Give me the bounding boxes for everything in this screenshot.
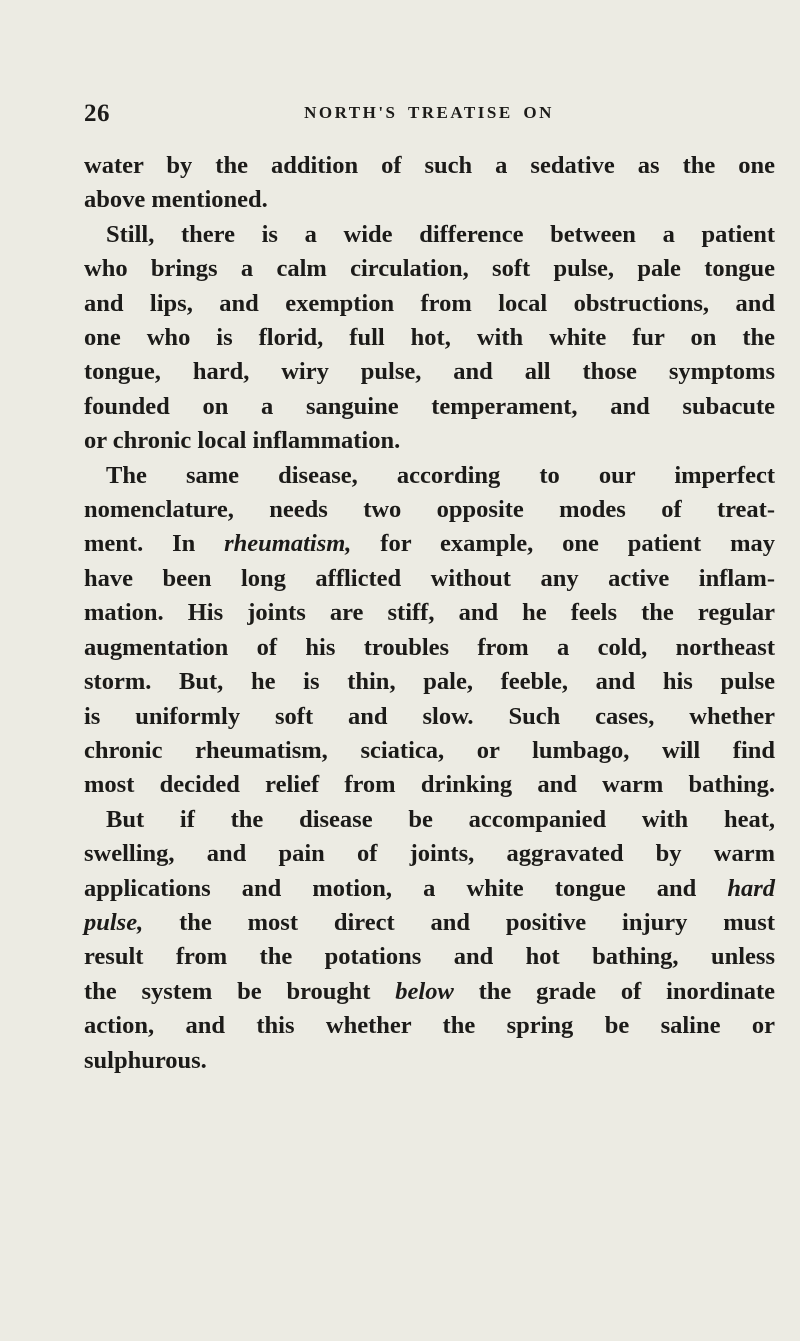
- text-line: or chronic local inflammation.: [84, 427, 401, 455]
- text-line: chronic rheumatism, sciatica, or lumbago, will find: [84, 736, 775, 764]
- text-line: above mentioned.: [84, 186, 268, 214]
- italic-term: hard: [727, 874, 776, 902]
- text-line: who brings a calm circulation, soft pulse, pale tongue: [84, 255, 775, 283]
- text-line: augmentation of his troubles from a cold, northeast: [84, 633, 775, 661]
- text-line: founded on a sanguine temperament, and subacute: [84, 392, 775, 420]
- text-segment: the most direct and positive injury must: [179, 908, 775, 936]
- paragraph: [84, 218, 775, 459]
- page-number: 26: [84, 100, 110, 127]
- text-line: [84, 527, 775, 561]
- body-text: [84, 149, 775, 1078]
- text-line: The same disease, according to our imperfect: [106, 461, 775, 489]
- text-line: Still, there is a wide difference between a patient: [106, 220, 775, 248]
- text-line: But if the disease be accompanied with heat,: [106, 805, 775, 833]
- italic-term: pulse,: [84, 908, 144, 936]
- text-line: result from the potations and hot bathing, unless: [84, 943, 775, 971]
- text-line: and lips, and exemption from local obstructions, and: [84, 289, 775, 317]
- text-line: sulphurous.: [84, 1046, 207, 1074]
- paragraph-continuation: [84, 149, 775, 218]
- text-segment: applications and motion, a white tongue and: [84, 874, 697, 902]
- running-head: [84, 100, 774, 134]
- text-line: mation. His joints are stiff, and he feels the regular: [84, 599, 775, 627]
- text-line: swelling, and pain of joints, aggravated by warm: [84, 840, 775, 868]
- text-segment: for example, one patient may: [380, 530, 776, 558]
- text-line: one who is florid, full hot, with white fur on the: [84, 324, 775, 352]
- text-line: most decided relief from drinking and warm bathing.: [84, 771, 775, 799]
- italic-term: below: [395, 977, 454, 1005]
- running-title: NORTH'S TREATISE ON: [304, 103, 554, 122]
- text-line: nomenclature, needs two opposite modes of treat-: [84, 496, 775, 524]
- text-line: [84, 872, 775, 906]
- italic-term: rheumatism,: [224, 530, 352, 558]
- text-line: is uniformly soft and slow. Such cases, whether: [84, 702, 775, 730]
- text-segment: the system be brought: [84, 977, 371, 1005]
- text-line: storm. But, he is thin, pale, feeble, and his pulse: [84, 668, 775, 696]
- text-line: water by the addition of such a sedative as the one: [84, 152, 775, 179]
- text-line: tongue, hard, wiry pulse, and all those symptoms: [84, 358, 775, 386]
- text-segment: ment. In: [84, 530, 196, 558]
- paragraph: [84, 459, 775, 1078]
- text-line: action, and this whether the spring be saline or: [84, 1012, 775, 1040]
- text-line: [84, 906, 775, 940]
- text-segment: the grade of inordinate: [478, 977, 776, 1005]
- text-line: have been long afflicted without any active inflam-: [84, 564, 775, 592]
- text-line: [84, 975, 775, 1009]
